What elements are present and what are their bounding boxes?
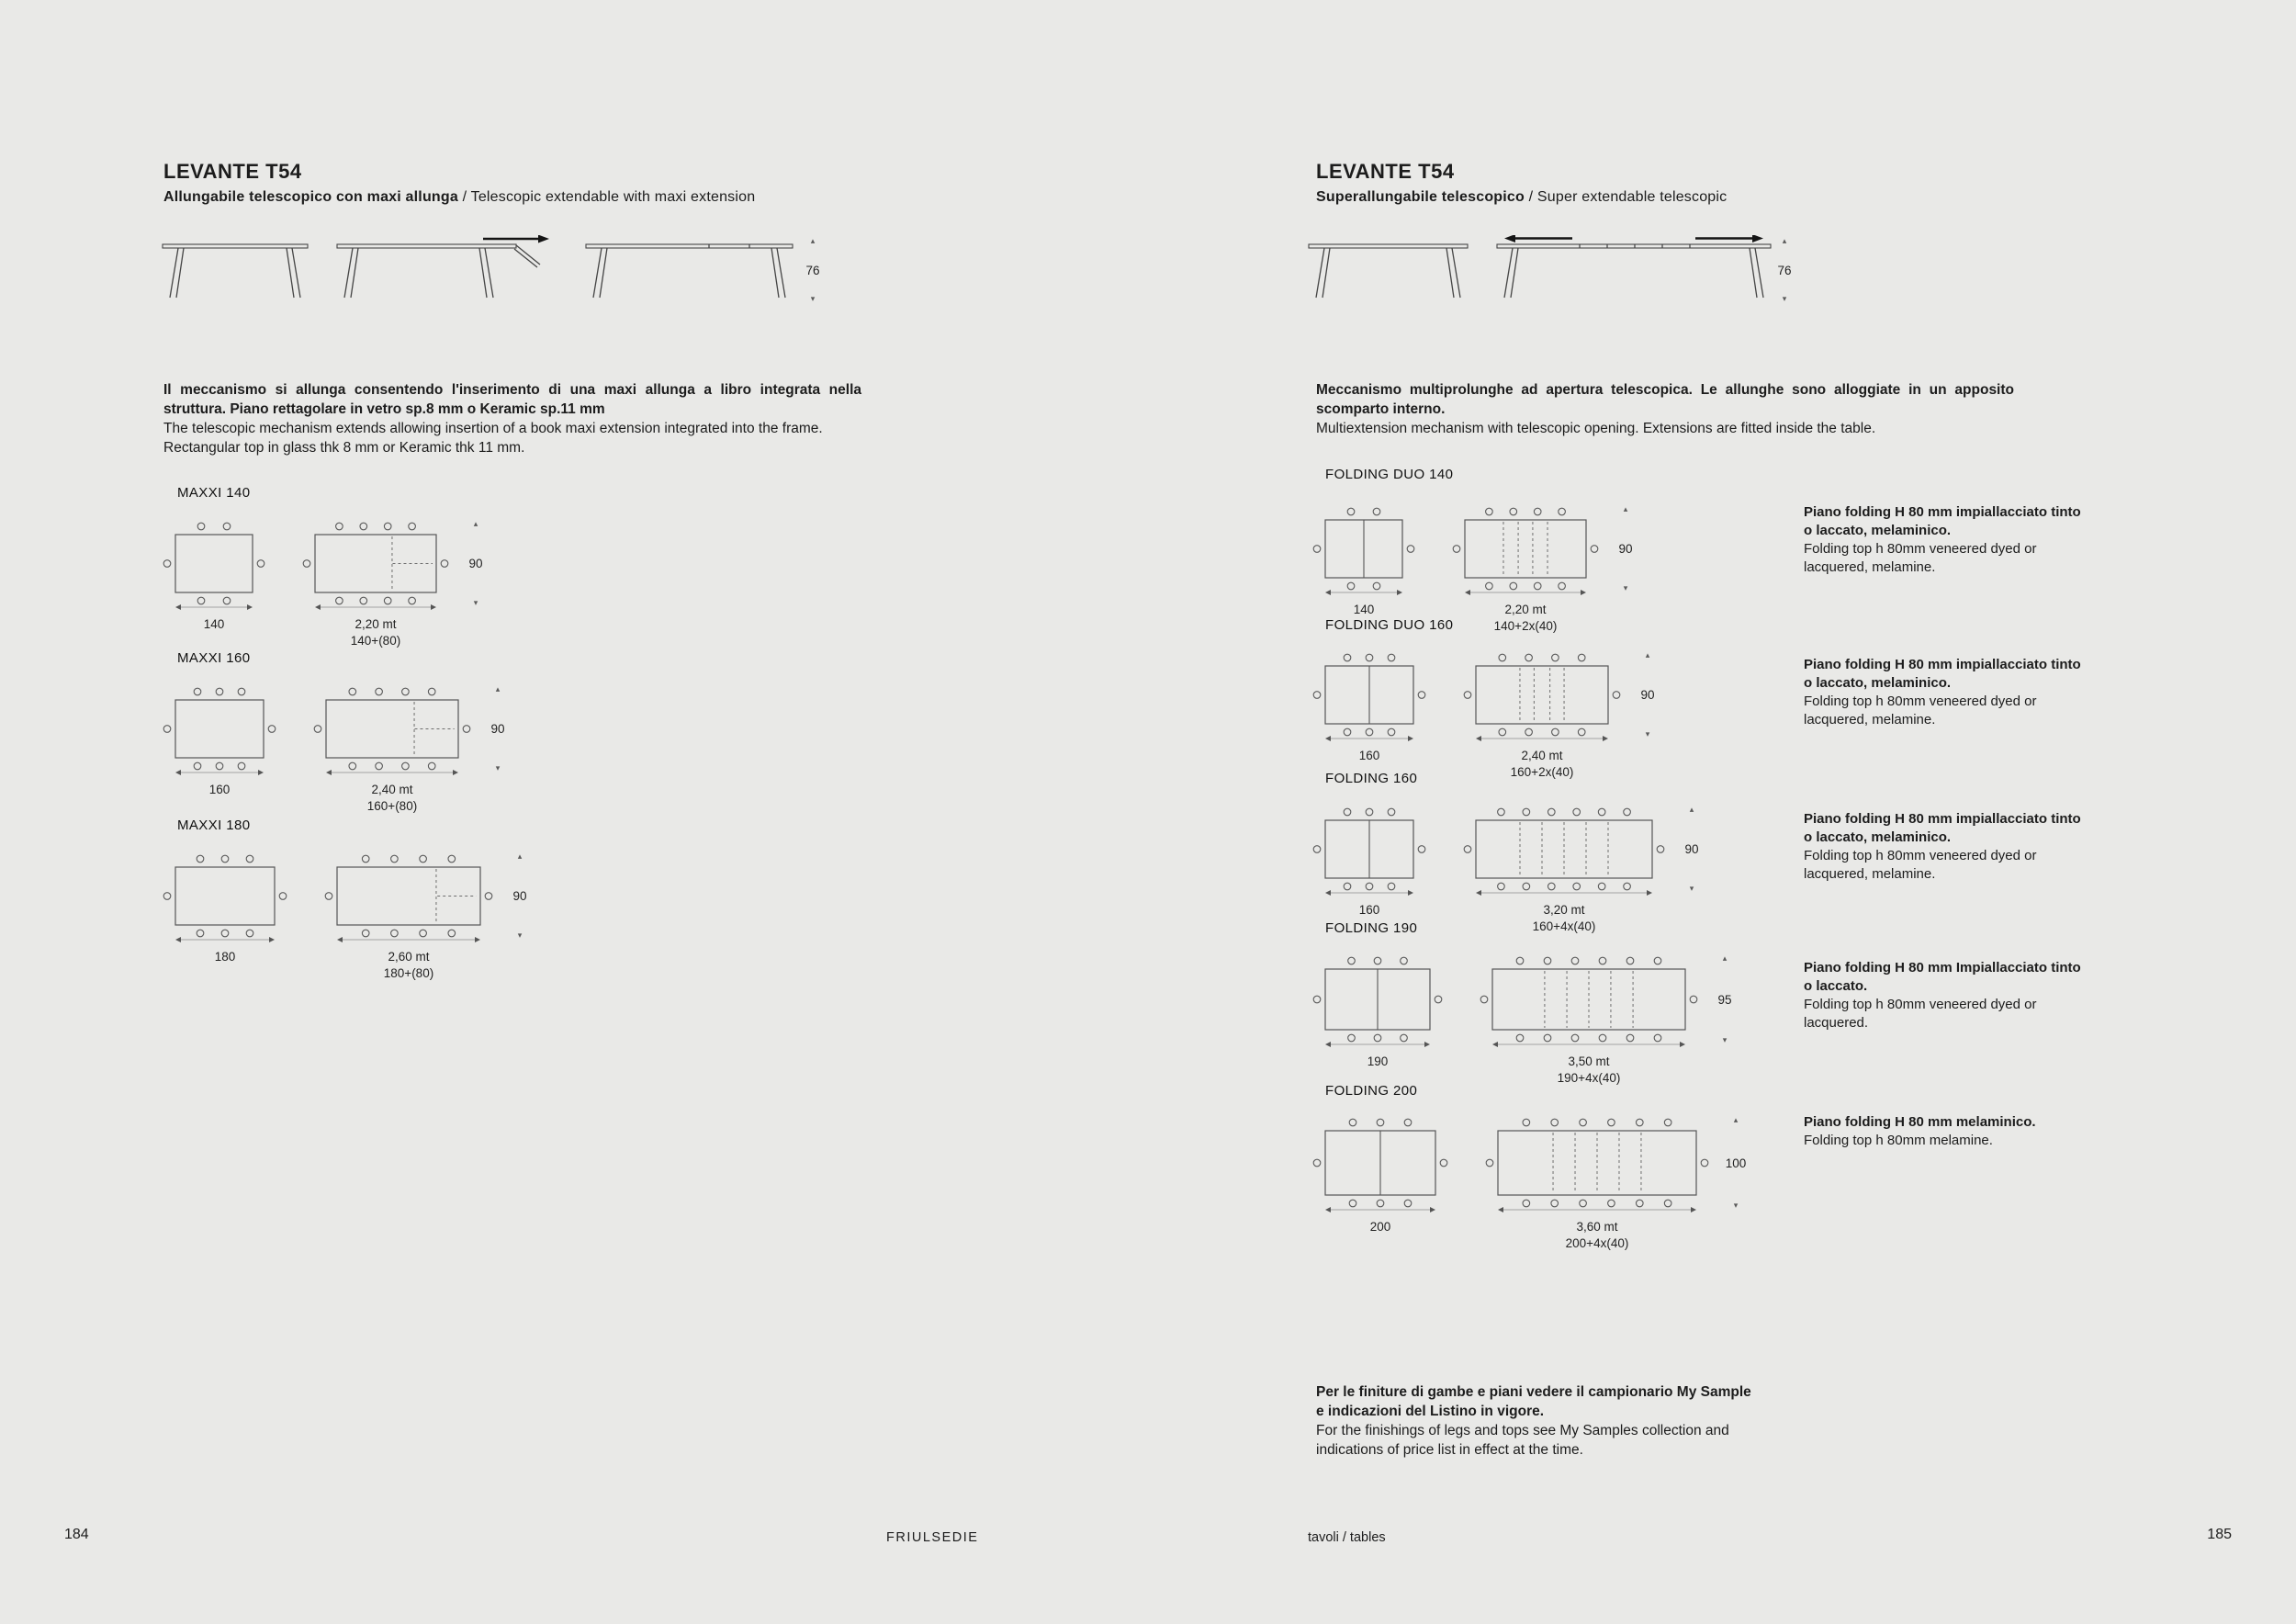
table-top-view-extended-diagram: [1461, 651, 1623, 747]
subtitle-english: / Super extendable telescopic: [1525, 189, 1728, 205]
depth-value: 90: [512, 889, 527, 903]
open-length-label: 3,60 mt: [1576, 1220, 1618, 1234]
page-subtitle-left: [163, 189, 755, 206]
dim-arrow-down-icon: ▾: [1645, 729, 1650, 739]
dim-arrow-up-icon: ▴: [1722, 953, 1728, 963]
extend-left-arrow-head-icon: [1504, 235, 1515, 242]
table-top-view-extended-diagram: [1478, 954, 1700, 1053]
side-view-extended-table: [586, 244, 793, 298]
depth-dimension: [1713, 954, 1737, 1044]
open-formula-label: 190+4x(40): [1557, 1071, 1621, 1085]
open-length-label: 2,20 mt: [1504, 603, 1547, 616]
subtitle-italian: Allungabile telescopico con maxi allunga: [163, 189, 458, 205]
closed-width-label: 190: [1367, 1054, 1389, 1068]
open-formula-label: 180+(80): [383, 966, 434, 980]
top-view-closed: [1311, 1116, 1450, 1235]
top-view-extended: [1450, 505, 1601, 634]
open-formula-label: 200+4x(40): [1565, 1236, 1629, 1250]
table-top-view-extended-diagram: [1461, 806, 1667, 901]
dim-arrow-up-icon: ▴: [1782, 236, 1787, 245]
top-view-closed: [161, 852, 289, 964]
top-view-extended: [1478, 954, 1700, 1086]
open-formula-label: 140+(80): [350, 634, 401, 648]
top-view-extended: [1461, 651, 1623, 780]
extend-right-arrow-head-icon: [1752, 235, 1763, 242]
top-view-closed: [161, 685, 278, 797]
description-english: Multiextension mechanism with telescopic opening. Extensions are fitted inside the table.: [1316, 421, 1876, 436]
dim-arrow-down-icon: ▾: [495, 763, 501, 773]
page-title-right: LEVANTE T54: [1316, 160, 1455, 183]
model-name: FOLDING 190: [1325, 920, 1418, 936]
depth-dimension: [1614, 505, 1638, 592]
dim-arrow-down-icon: ▾: [1689, 884, 1694, 893]
dim-arrow-down-icon: ▾: [1722, 1035, 1728, 1044]
model-name: MAXXI 140: [177, 485, 251, 501]
dim-arrow-down-icon: ▾: [1623, 583, 1628, 592]
table-top-view-extended-diagram: [300, 520, 451, 615]
dim-arrow-up-icon: ▴: [517, 851, 523, 861]
model-name: FOLDING DUO 140: [1325, 467, 1454, 482]
dim-arrow-up-icon: ▴: [1733, 1115, 1739, 1124]
model-name: MAXXI 180: [177, 818, 251, 833]
side-view-opening-table: [337, 235, 549, 298]
height-value: 76: [1777, 263, 1792, 277]
description-english: The telescopic mechanism extends allowing insertion of a book maxi extension integrated into the frame. Rectangular top in glass thk 8 mm or Keramic thk 11 mm.: [163, 421, 823, 456]
note-italian: Piano folding H 80 mm impiallacciato tinto o laccato, melaminico.: [1804, 504, 2081, 538]
section-label: tavoli / tables: [1308, 1530, 1386, 1545]
description-left: [163, 380, 861, 457]
top-view-closed: [1311, 651, 1428, 763]
open-length-label: 2,40 mt: [1521, 749, 1563, 762]
open-length-label: 2,60 mt: [388, 950, 430, 964]
note-english: Folding top h 80mm veneered dyed or lacquered, melamine.: [1804, 541, 2037, 575]
closed-width-label: 180: [214, 950, 236, 964]
dim-arrow-down-icon: ▾: [473, 598, 478, 607]
model-name: FOLDING 160: [1325, 771, 1418, 786]
dim-arrow-down-icon: ▾: [810, 294, 816, 303]
top-view-extended: [311, 685, 473, 814]
depth-value: 90: [490, 722, 505, 736]
table-top-view-extended-diagram: [1450, 505, 1601, 601]
table-top-view-closed-diagram: [1311, 806, 1428, 901]
model-row: [1311, 651, 1660, 780]
dim-arrow-up-icon: ▴: [1689, 805, 1694, 814]
model-row: [1311, 505, 1638, 634]
page-number-right: 185: [2207, 1527, 2232, 1542]
top-view-closed: [161, 520, 267, 632]
page-title-left: LEVANTE T54: [163, 160, 302, 183]
height-dimension-right: [1773, 237, 1796, 303]
subtitle-english: / Telescopic extendable with maxi extension: [457, 189, 756, 205]
dim-arrow-up-icon: ▴: [1623, 504, 1628, 513]
finish-note: [1804, 810, 2088, 884]
closed-width-label: 160: [208, 783, 231, 796]
table-top-view-closed-diagram: [1311, 954, 1445, 1053]
height-dimension-left: [801, 237, 825, 303]
depth-value: 90: [1684, 842, 1699, 856]
depth-dimension: [508, 852, 532, 940]
table-top-view-closed-diagram: [161, 685, 278, 781]
side-view-diagrams-left: [162, 235, 805, 303]
closed-width-label: 140: [203, 617, 225, 631]
dim-arrow-down-icon: ▾: [517, 930, 523, 940]
closed-width-label: 140: [1353, 603, 1375, 616]
dim-arrow-up-icon: ▴: [495, 684, 501, 694]
model-row: [1311, 954, 1737, 1086]
depth-value: 95: [1717, 992, 1732, 1007]
note-english: Folding top h 80mm veneered dyed or lacquered, melamine.: [1804, 848, 2037, 882]
depth-value: 90: [1640, 688, 1655, 702]
open-formula-label: 160+2x(40): [1510, 765, 1574, 779]
depth-dimension: [1680, 806, 1704, 893]
table-top-view-closed-diagram: [161, 520, 267, 615]
subtitle-italian: Superallungabile telescopico: [1316, 189, 1525, 205]
model-row: [161, 685, 510, 814]
note-italian: Piano folding H 80 mm impiallacciato tinto o laccato, melaminico.: [1804, 811, 2081, 845]
depth-dimension: [1636, 651, 1660, 739]
dim-arrow-up-icon: ▴: [473, 519, 478, 528]
depth-dimension: [486, 685, 510, 773]
page-subtitle-right: [1316, 189, 1727, 206]
dim-arrow-down-icon: ▾: [1782, 294, 1787, 303]
model-row: [1311, 806, 1704, 934]
depth-value: 100: [1725, 1156, 1747, 1170]
finish-note: [1804, 656, 2088, 729]
brand-name: FRIULSEDIE: [886, 1530, 979, 1545]
top-view-closed: [1311, 806, 1428, 918]
table-top-view-extended-diagram: [322, 852, 495, 948]
depth-dimension: [1724, 1116, 1748, 1210]
description-italian: Il meccanismo si allunga consentendo l'inserimento di una maxi allunga a libro integrata nella struttura. Piano rettagolare in vetro sp.8 mm o Keramic sp.11 mm: [163, 382, 861, 417]
note-english: Folding top h 80mm melamine.: [1804, 1133, 1993, 1148]
description-italian: Meccanismo multiprolunghe ad apertura telescopica. Le allunghe sono alloggiate in un apposito scomparto interno.: [1316, 382, 2014, 417]
note-italian: Piano folding H 80 mm impiallacciato tinto o laccato, melaminico.: [1804, 657, 2081, 691]
open-length-label: 3,50 mt: [1568, 1054, 1610, 1068]
dim-arrow-up-icon: ▴: [1645, 650, 1650, 660]
dim-arrow-up-icon: ▴: [810, 236, 816, 245]
open-formula-label: 160+4x(40): [1532, 919, 1596, 933]
open-formula-label: 140+2x(40): [1493, 619, 1558, 633]
finish-note: [1804, 1113, 2088, 1150]
depth-value: 90: [468, 557, 483, 570]
description-right: [1316, 380, 2014, 438]
side-view-closed-table: [1309, 244, 1468, 298]
note-italian: Piano folding H 80 mm melaminico.: [1804, 1114, 2036, 1130]
table-top-view-closed-diagram: [1311, 651, 1428, 747]
closed-width-label: 160: [1358, 903, 1380, 917]
top-view-extended: [300, 520, 451, 648]
side-view-extended-table: [1497, 235, 1771, 298]
dim-arrow-down-icon: ▾: [1733, 1201, 1739, 1210]
side-view-diagrams-right: [1308, 235, 1774, 303]
open-length-label: 3,20 mt: [1543, 903, 1585, 917]
model-row: [161, 520, 488, 648]
open-length-label: 2,40 mt: [371, 783, 413, 796]
table-top-view-extended-diagram: [311, 685, 473, 781]
note-italian: Piano folding H 80 mm Impiallacciato tinto o laccato.: [1804, 960, 2081, 994]
model-name: MAXXI 160: [177, 650, 251, 666]
note-english: Folding top h 80mm veneered dyed or lacquered, melamine.: [1804, 694, 2037, 727]
extend-arrow-head-icon: [538, 235, 549, 243]
top-view-closed: [1311, 505, 1417, 617]
sample-note-english: For the finishings of legs and tops see My Samples collection and indications of price list in effect at the time.: [1316, 1423, 1729, 1458]
sample-note-italian: Per le finiture di gambe e piani vedere il campionario My Sample e indicazioni del Listino in vigore.: [1316, 1384, 1751, 1419]
sample-finishes-note: [1316, 1382, 1757, 1460]
table-top-view-closed-diagram: [1311, 505, 1417, 601]
model-row: [161, 852, 532, 981]
note-english: Folding top h 80mm veneered dyed or lacquered.: [1804, 997, 2037, 1031]
open-length-label: 2,20 mt: [355, 617, 397, 631]
top-view-extended: [1483, 1116, 1711, 1251]
finish-note: [1804, 959, 2088, 1032]
height-value: 76: [805, 263, 820, 277]
depth-value: 90: [1618, 542, 1633, 556]
model-name: FOLDING 200: [1325, 1083, 1418, 1099]
page-number-left: 184: [64, 1527, 89, 1542]
table-top-view-closed-diagram: [161, 852, 289, 948]
closed-width-label: 160: [1358, 749, 1380, 762]
finish-note: [1804, 503, 2088, 577]
top-view-extended: [1461, 806, 1667, 934]
model-row: [1311, 1116, 1748, 1251]
model-name: FOLDING DUO 160: [1325, 617, 1454, 633]
table-top-view-closed-diagram: [1311, 1116, 1450, 1218]
open-formula-label: 160+(80): [366, 799, 418, 813]
top-view-closed: [1311, 954, 1445, 1069]
side-view-closed-table: [163, 244, 308, 298]
top-view-extended: [322, 852, 495, 981]
table-top-view-extended-diagram: [1483, 1116, 1711, 1218]
closed-width-label: 200: [1369, 1220, 1391, 1234]
depth-dimension: [464, 520, 488, 607]
